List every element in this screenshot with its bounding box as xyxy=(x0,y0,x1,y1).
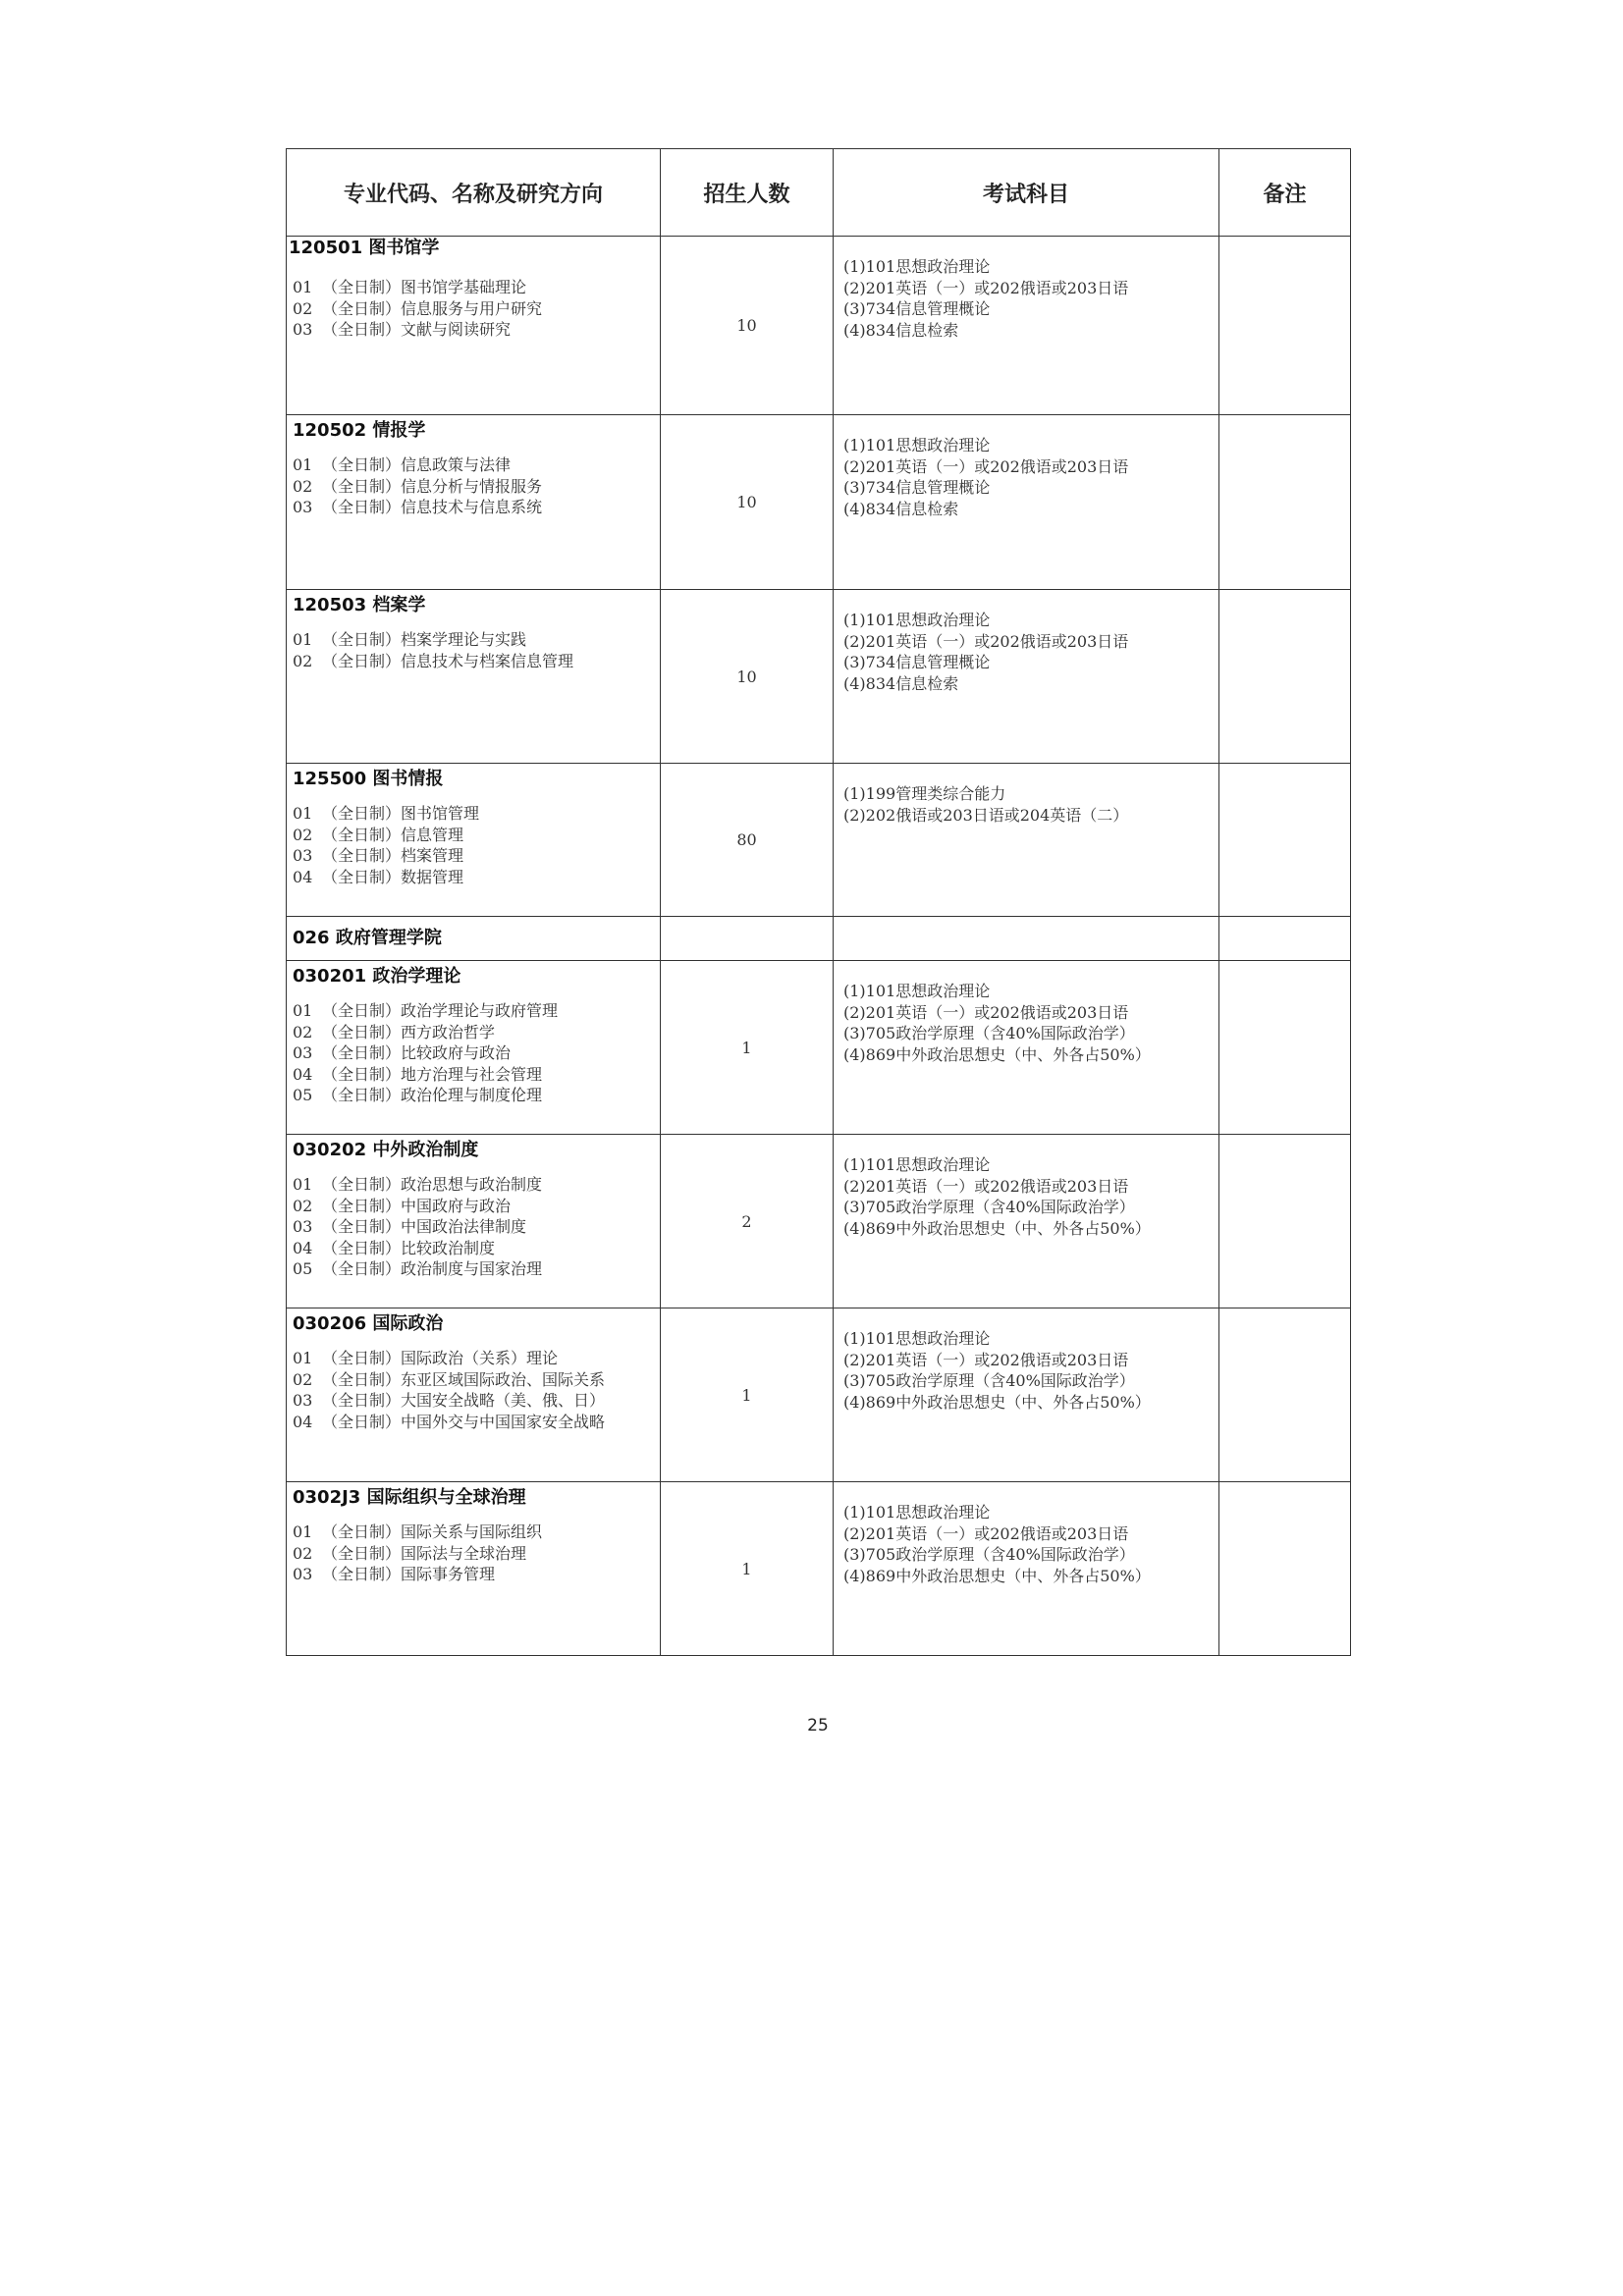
subject-item: (2)202俄语或203日语或204英语（二） xyxy=(843,805,1129,825)
direction-text: （全日制）档案学理论与实践 xyxy=(322,630,527,649)
remark-cell xyxy=(1219,415,1351,590)
remark-cell xyxy=(1219,764,1351,917)
direction-number: 02 xyxy=(293,651,313,670)
enrollment-count: 1 xyxy=(661,1308,834,1482)
direction-number: 04 xyxy=(293,1412,313,1431)
direction-number: 03 xyxy=(293,320,313,339)
direction-item xyxy=(293,1174,660,1196)
direction-text: （全日制）西方政治哲学 xyxy=(322,1022,496,1041)
direction-item xyxy=(293,1412,660,1433)
subject-item: (3)734信息管理概论 xyxy=(843,299,991,318)
direction-text: （全日制）图书馆管理 xyxy=(322,804,480,823)
direction-item xyxy=(293,298,660,320)
subject-item: (1)101思想政治理论 xyxy=(843,611,991,629)
subject-item: (4)869中外政治思想史（中、外各占50%） xyxy=(843,1392,1151,1412)
subject-item: (4)834信息检索 xyxy=(843,499,959,518)
direction-number: 03 xyxy=(293,498,313,516)
direction-number: 01 xyxy=(293,1175,313,1194)
subject-item: (3)705政治学原理（含40%国际政治学） xyxy=(843,1371,1135,1390)
direction-list xyxy=(293,803,660,887)
subject-item: (2)201英语（一）或202俄语或203日语 xyxy=(843,631,1129,651)
direction-text: （全日制）大国安全战略（美、俄、日） xyxy=(322,1391,606,1410)
direction-text: （全日制）比较政治制度 xyxy=(322,1238,496,1257)
direction-list xyxy=(293,1174,660,1280)
direction-text: （全日制）信息技术与档案信息管理 xyxy=(322,651,574,670)
direction-text: （全日制）政治制度与国家治理 xyxy=(322,1259,543,1278)
subject-item: (4)869中外政治思想史（中、外各占50%） xyxy=(843,1044,1151,1064)
table-row xyxy=(287,590,1351,764)
direction-text: （全日制）中国外交与中国国家安全战略 xyxy=(322,1412,606,1431)
major-cell xyxy=(287,961,661,1135)
direction-item xyxy=(293,1522,660,1543)
subject-list xyxy=(843,1328,1218,1413)
direction-number: 03 xyxy=(293,1391,313,1410)
direction-item xyxy=(293,803,660,825)
direction-number: 01 xyxy=(293,1349,313,1367)
direction-text: （全日制）信息管理 xyxy=(322,825,464,844)
major-cell xyxy=(287,237,661,415)
direction-number: 02 xyxy=(293,298,313,318)
subject-item: (3)734信息管理概论 xyxy=(843,478,991,497)
subjects-cell xyxy=(834,1482,1219,1656)
direction-number: 01 xyxy=(293,804,313,823)
direction-text: （全日制）东亚区域国际政治、国际关系 xyxy=(322,1369,606,1389)
subjects-cell xyxy=(834,590,1219,764)
direction-number: 02 xyxy=(293,1543,313,1563)
department-empty-cell xyxy=(834,917,1219,961)
direction-text: （全日制）中国政府与政治 xyxy=(322,1196,512,1215)
major-cell xyxy=(287,1135,661,1308)
enrollment-count: 1 xyxy=(661,961,834,1135)
major-title: 030206 国际政治 xyxy=(293,1313,444,1334)
direction-text: （全日制）地方治理与社会管理 xyxy=(322,1064,543,1084)
major-cell xyxy=(287,764,661,917)
subject-item: (3)705政治学原理（含40%国际政治学） xyxy=(843,1024,1135,1042)
remark-cell xyxy=(1219,590,1351,764)
subject-list xyxy=(843,783,1218,826)
remark-cell xyxy=(1219,237,1351,415)
direction-item xyxy=(293,845,660,867)
enrollment-count: 10 xyxy=(661,415,834,590)
subject-item: (1)101思想政治理论 xyxy=(843,982,991,1000)
direction-item xyxy=(293,1564,660,1585)
subjects-cell xyxy=(834,1308,1219,1482)
major-title: 030201 政治学理论 xyxy=(293,966,461,987)
direction-text: （全日制）国际关系与国际组织 xyxy=(322,1522,543,1541)
direction-item xyxy=(293,1369,660,1391)
subject-item: (2)201英语（一）或202俄语或203日语 xyxy=(843,1350,1129,1369)
major-title: 120502 情报学 xyxy=(293,420,426,441)
direction-number: 02 xyxy=(293,1196,313,1215)
direction-number: 02 xyxy=(293,1022,313,1041)
direction-item xyxy=(293,1390,660,1412)
direction-number: 05 xyxy=(293,1086,313,1104)
direction-item xyxy=(293,1238,660,1259)
direction-item xyxy=(293,1000,660,1022)
direction-number: 02 xyxy=(293,476,313,496)
direction-number: 03 xyxy=(293,846,313,865)
header-remark: 备注 xyxy=(1219,149,1351,237)
major-cell xyxy=(287,590,661,764)
subject-item: (2)201英语（一）或202俄语或203日语 xyxy=(843,1176,1129,1196)
major-title: 120503 档案学 xyxy=(293,595,426,615)
table-header-row xyxy=(287,149,1351,237)
direction-text: （全日制）中国政治法律制度 xyxy=(322,1217,527,1236)
subject-item: (4)834信息检索 xyxy=(843,320,959,340)
direction-item xyxy=(293,1543,660,1565)
direction-item xyxy=(293,1216,660,1238)
direction-text: （全日制）国际事务管理 xyxy=(322,1565,496,1583)
direction-number: 04 xyxy=(293,867,313,886)
major-cell xyxy=(287,1308,661,1482)
direction-item xyxy=(293,651,660,672)
header-major: 专业代码、名称及研究方向 xyxy=(287,149,661,237)
direction-number: 03 xyxy=(293,1217,313,1236)
subject-item: (2)201英语（一）或202俄语或203日语 xyxy=(843,1523,1129,1543)
direction-item xyxy=(293,1258,660,1280)
direction-item xyxy=(293,1348,660,1369)
subject-list xyxy=(843,610,1218,694)
enrollment-count: 80 xyxy=(661,764,834,917)
remark-cell xyxy=(1219,1482,1351,1656)
direction-number: 01 xyxy=(293,1522,313,1541)
direction-item xyxy=(293,1042,660,1064)
header-count: 招生人数 xyxy=(661,149,834,237)
direction-number: 02 xyxy=(293,1369,313,1389)
direction-list xyxy=(293,1348,660,1432)
enrollment-table xyxy=(286,148,1351,1656)
direction-item xyxy=(293,629,660,651)
direction-item xyxy=(293,1064,660,1086)
table-row xyxy=(287,764,1351,917)
direction-item xyxy=(293,867,660,888)
table-row xyxy=(287,961,1351,1135)
subject-item: (2)201英语（一）或202俄语或203日语 xyxy=(843,278,1129,297)
subject-item: (1)101思想政治理论 xyxy=(843,436,991,454)
subject-item: (1)101思想政治理论 xyxy=(843,1503,991,1522)
direction-text: （全日制）档案管理 xyxy=(322,846,464,865)
direction-list xyxy=(293,277,660,341)
direction-item xyxy=(293,454,660,476)
subjects-cell xyxy=(834,961,1219,1135)
major-cell xyxy=(287,1482,661,1656)
direction-number: 01 xyxy=(293,1001,313,1020)
enrollment-count: 10 xyxy=(661,590,834,764)
department-title: 026 政府管理学院 xyxy=(293,928,442,948)
direction-number: 05 xyxy=(293,1259,313,1278)
subject-item: (2)201英语（一）或202俄语或203日语 xyxy=(843,1002,1129,1022)
table-row xyxy=(287,1135,1351,1308)
direction-text: （全日制）信息服务与用户研究 xyxy=(322,298,543,318)
direction-text: （全日制）图书馆学基础理论 xyxy=(322,278,527,296)
table-row xyxy=(287,237,1351,415)
subject-item: (3)705政治学原理（含40%国际政治学） xyxy=(843,1545,1135,1564)
major-title: 125500 图书情报 xyxy=(293,769,444,789)
department-empty-cell xyxy=(661,917,834,961)
direction-item xyxy=(293,1085,660,1106)
remark-cell xyxy=(1219,1135,1351,1308)
page-number: 25 xyxy=(807,1716,829,1735)
subject-item: (2)201英语（一）或202俄语或203日语 xyxy=(843,456,1129,476)
direction-number: 04 xyxy=(293,1064,313,1084)
subject-item: (4)834信息检索 xyxy=(843,673,959,693)
direction-text: （全日制）国际政治（关系）理论 xyxy=(322,1349,559,1367)
subject-item: (4)869中外政治思想史（中、外各占50%） xyxy=(843,1566,1151,1585)
major-title: 120501 图书馆学 xyxy=(289,238,440,258)
direction-list xyxy=(293,629,660,671)
subject-item: (1)101思想政治理论 xyxy=(843,1155,991,1174)
subject-list xyxy=(843,981,1218,1065)
subjects-cell xyxy=(834,237,1219,415)
direction-text: （全日制）比较政府与政治 xyxy=(322,1043,512,1062)
direction-item xyxy=(293,825,660,846)
direction-item xyxy=(293,1196,660,1217)
direction-text: （全日制）信息政策与法律 xyxy=(322,455,512,474)
direction-text: （全日制）政治学理论与政府管理 xyxy=(322,1001,559,1020)
subject-item: (1)101思想政治理论 xyxy=(843,1329,991,1348)
direction-number: 01 xyxy=(293,455,313,474)
major-title: 030202 中外政治制度 xyxy=(293,1140,479,1160)
subject-list xyxy=(843,1502,1218,1586)
department-cell xyxy=(287,917,661,961)
direction-item xyxy=(293,476,660,498)
subject-item: (4)869中外政治思想史（中、外各占50%） xyxy=(843,1218,1151,1238)
department-empty-cell xyxy=(1219,917,1351,961)
direction-text: （全日制）信息分析与情报服务 xyxy=(322,476,543,496)
direction-text: （全日制）信息技术与信息系统 xyxy=(322,498,543,516)
table-body xyxy=(287,237,1351,1656)
subject-item: (1)101思想政治理论 xyxy=(843,257,991,276)
direction-list xyxy=(293,454,660,518)
major-cell xyxy=(287,415,661,590)
remark-cell xyxy=(1219,1308,1351,1482)
direction-number: 04 xyxy=(293,1238,313,1257)
direction-text: （全日制）政治思想与政治制度 xyxy=(322,1175,543,1194)
enrollment-count: 10 xyxy=(661,237,834,415)
direction-item xyxy=(293,497,660,518)
header-subjects: 考试科目 xyxy=(834,149,1219,237)
direction-list xyxy=(293,1522,660,1585)
direction-text: （全日制）数据管理 xyxy=(322,867,464,886)
subject-list xyxy=(843,435,1218,519)
table-row xyxy=(287,415,1351,590)
table-row xyxy=(287,1308,1351,1482)
direction-text: （全日制）文献与阅读研究 xyxy=(322,320,512,339)
major-title: 0302J3 国际组织与全球治理 xyxy=(293,1487,526,1508)
subject-list xyxy=(843,1154,1218,1239)
table-row xyxy=(287,1482,1351,1656)
subjects-cell xyxy=(834,1135,1219,1308)
enrollment-count: 1 xyxy=(661,1482,834,1656)
subjects-cell xyxy=(834,764,1219,917)
direction-item xyxy=(293,319,660,341)
direction-number: 01 xyxy=(293,630,313,649)
direction-number: 02 xyxy=(293,825,313,844)
enrollment-count: 2 xyxy=(661,1135,834,1308)
direction-number: 01 xyxy=(293,278,313,296)
direction-number: 03 xyxy=(293,1565,313,1583)
direction-text: （全日制）国际法与全球治理 xyxy=(322,1543,527,1563)
subject-item: (3)705政治学原理（含40%国际政治学） xyxy=(843,1198,1135,1216)
direction-list xyxy=(293,1000,660,1106)
department-row xyxy=(287,917,1351,961)
subject-item: (3)734信息管理概论 xyxy=(843,653,991,671)
subjects-cell xyxy=(834,415,1219,590)
direction-text: （全日制）政治伦理与制度伦理 xyxy=(322,1086,543,1104)
direction-number: 03 xyxy=(293,1043,313,1062)
direction-item xyxy=(293,277,660,298)
subject-item: (1)199管理类综合能力 xyxy=(843,784,1006,803)
direction-item xyxy=(293,1022,660,1043)
subject-list xyxy=(843,256,1218,341)
remark-cell xyxy=(1219,961,1351,1135)
